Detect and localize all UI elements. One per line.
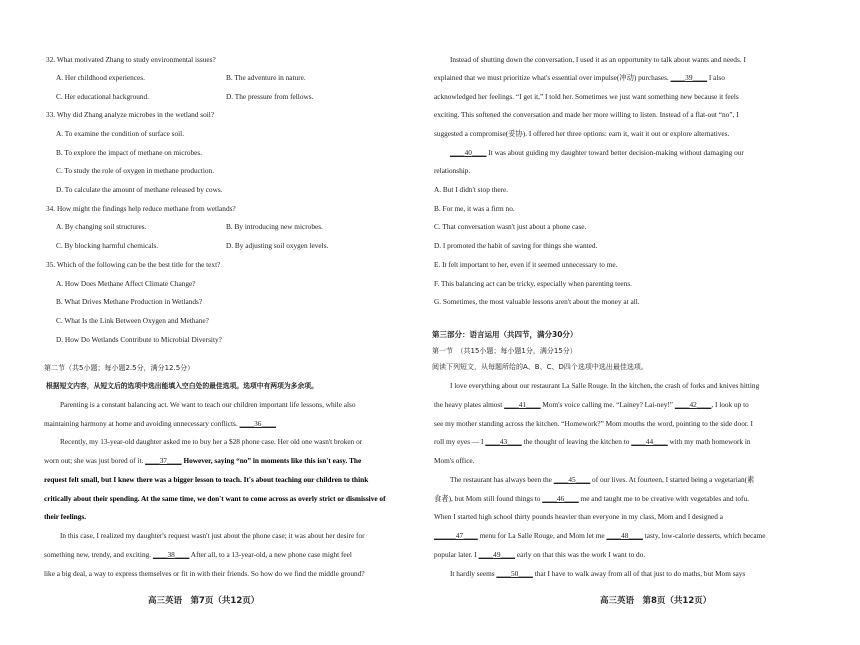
page-footer-8: 高三英语 第8页（共12页）	[600, 596, 712, 606]
cloze-line8: When I started high school thirty pounds heavier than everyone in my class, Mom and I designed a	[434, 512, 723, 521]
page-footer-7: 高三英语 第7页（共12页）	[148, 596, 260, 606]
para5-line2: relationship.	[434, 166, 471, 175]
para2-line2: worn out; she was just bored of it. ____37____ However, saying “no” in moments like this isn't easy. The	[44, 456, 362, 465]
cloze-line5: Mom's office.	[434, 456, 475, 465]
para2-line1: Recently, my 13-year-old daughter asked me to buy her a $28 phone case. Her old one wasn't broken or	[60, 437, 363, 446]
section-2-title: 第二节（共5小题；每小题2.5分，满分12.5分）	[44, 364, 195, 372]
cloze-line9: ______47____ menu for La Salle Rouge, and Mom let me ____48____ tasty, low-calorie desserts, which became	[434, 531, 766, 540]
q34-option-c: C. By blocking harmful chemicals.	[56, 241, 159, 250]
para4-line1: Instead of shutting down the conversation, I used it as an opportunity to talk about wants and needs. I	[450, 55, 746, 64]
cloze-line11: It hardly seems ____50____ that I have to walk away from all of that just to do maths, but Mom says	[450, 569, 746, 578]
option-g: G. Sometimes, the most valuable lessons aren't about the money at all.	[434, 297, 640, 306]
blank-46: ____46____	[542, 494, 579, 503]
blank-44: ____44____	[631, 437, 668, 446]
blank-40: ____40____	[450, 148, 487, 157]
part-3-title: 第三部分：语言运用（共四节，满分30分）	[432, 330, 578, 339]
q33-option-a: A. To examine the condition of surface soil.	[56, 129, 185, 138]
cloze-line7: 食者), but Mom still found things to ____46____ me and taught me to be creative with vegetables and tofu.	[434, 494, 749, 503]
q32-option-d: D. The pressure from fellows.	[226, 92, 314, 101]
para3-line1: In this case, I realized my daughter's request wasn't just about the phone case; it was about her desire for	[60, 531, 365, 540]
para4-line2: explained that we must prioritize what's essential over impulse(冲动) purchases. ____39____ I also	[434, 73, 725, 82]
section-1-title: 第一节 （共15小题；每小题1分，满分15分）	[432, 347, 577, 355]
question-34-stem: 34. How might the findings help reduce methane from wetlands?	[46, 204, 236, 213]
blank-50: ____50____	[496, 569, 533, 578]
blank-36: ____36____	[239, 419, 277, 428]
q33-option-b: B. To explore the impact of methane on microbes.	[56, 148, 203, 157]
para2-line3: request felt small, but I knew there was a bigger lesson to teach. It's about teaching our children to think	[44, 475, 369, 484]
cloze-line3: see my mother standing across the kitchen. “Homework?” Mom mouths the word, pointing to the side door. I	[434, 419, 753, 428]
blank-49: ____49____	[478, 550, 516, 559]
cloze-line4: roll my eyes — I ____43____ the thought of leaving the kitchen to ____44____ with my math homework in	[434, 437, 751, 446]
para2-line5: their feelings.	[44, 512, 87, 521]
q33-option-d: D. To calculate the amount of methane released by cows.	[56, 185, 223, 194]
blank-39: ____39____	[670, 73, 708, 82]
q35-option-a: A. How Does Methane Affect Climate Change?	[56, 279, 196, 288]
q35-option-d: D. How Do Wetlands Contribute to Microbial Diversity?	[56, 335, 222, 344]
option-c: C. That conversation wasn't just about a phone case.	[434, 222, 587, 231]
para4-line5: suggested a compromise(妥协). I offered her three options: earn it, wait it out or explore alternatives.	[434, 129, 730, 138]
blank-47: ______47____	[434, 531, 478, 540]
para4-line4: exciting. This softened the conversation and made her more willing to listen. Instead of a flat-out “no”, I	[434, 110, 739, 119]
section-2-instructions: 根据短文内容，从短文后的选项中选出能填入空白处的最佳选项。选项中有两项为多余项。	[46, 382, 318, 390]
para1-line1: Parenting is a constant balancing act. We want to teach our children important life lessons, while also	[60, 400, 356, 409]
blank-41: ____41____	[504, 400, 541, 409]
cloze-line1: I love everything about our restaurant La Salle Rouge. In the kitchen, the crash of forks and knives hitting	[450, 381, 760, 390]
para2-line4: critically about their spending. At the same time, we don't want to come across as overly strict or dismissive of	[44, 494, 386, 503]
cloze-line2: the heavy plates almost ____41____ Mom's voice calling me. “Lainey? Lai-ney!” ____42____, I look up to	[434, 400, 749, 409]
q35-option-c: C. What Is the Link Between Oxygen and Methane?	[56, 316, 209, 325]
option-b: B. For me, it was a firm no.	[434, 204, 515, 213]
blank-45: ____45____	[553, 475, 591, 484]
blank-43: ____43____	[485, 437, 522, 446]
cloze-line10: popular later. I ____49____ early on that this was the work I want to do.	[434, 550, 646, 559]
q35-option-b: B. What Drives Methane Production in Wetlands?	[56, 297, 203, 306]
option-a: A. But I didn't stop there.	[434, 185, 509, 194]
q33-option-c: C. To study the role of oxygen in methane production.	[56, 166, 215, 175]
blank-38: ____38____	[152, 550, 190, 559]
question-32-stem: 32. What motivated Zhang to study environmental issues?	[46, 55, 216, 64]
para3-line2: something new, trendy, and exciting. ____38____ After all, to a 13-year-old, a new phone case might feel	[44, 550, 352, 559]
section-1-instructions: 阅读下列短文，从每题所给的A、B、C、D四个选项中选出最佳选项。	[432, 363, 648, 371]
q32-option-a: A. Her childhood experiences.	[56, 73, 145, 82]
q34-option-d: D. By adjusting soil oxygen levels.	[226, 241, 329, 250]
q32-option-b: B. The adventure in nature.	[226, 73, 306, 82]
option-e: E. It felt important to her, even if it seemed unnecessary to me.	[434, 260, 618, 269]
q34-option-a: A. By changing soil structures.	[56, 222, 147, 231]
para4-line3: acknowledged her feelings. “I get it,” I told her. Sometimes we just want something new because it feels	[434, 92, 739, 101]
q32-option-c: C. Her educational background.	[56, 92, 150, 101]
blank-42: ____42____	[674, 400, 712, 409]
blank-37: ____37____	[145, 456, 182, 465]
q34-option-b: B. By introducing new microbes.	[226, 222, 323, 231]
blank-48: ____48____	[606, 531, 643, 540]
page-8	[430, 0, 860, 645]
option-d: D. I promoted the habit of saving for things she wanted.	[434, 241, 598, 250]
para1-line2: maintaining harmony at home and avoiding unnecessary conflicts. ____36____	[44, 419, 277, 428]
option-f: F. This balancing act can be tricky, especially when parenting teens.	[434, 279, 632, 288]
para5-line1: ____40____ It was about guiding my daughter toward better decision-making without damaging our	[450, 148, 744, 157]
question-33-stem: 33. Why did Zhang analyze microbes in the wetland soil?	[46, 110, 215, 119]
cloze-line6: The restaurant has always been the ____45____ of our lives. At fourteen, I started being a vegetarian(素	[450, 475, 755, 484]
question-35-stem: 35. Which of the following can be the best title for the text?	[46, 260, 221, 269]
para3-line3: like a big deal, a way to express themselves or fit in with their friends. So how do we find the middle ground?	[44, 569, 365, 578]
